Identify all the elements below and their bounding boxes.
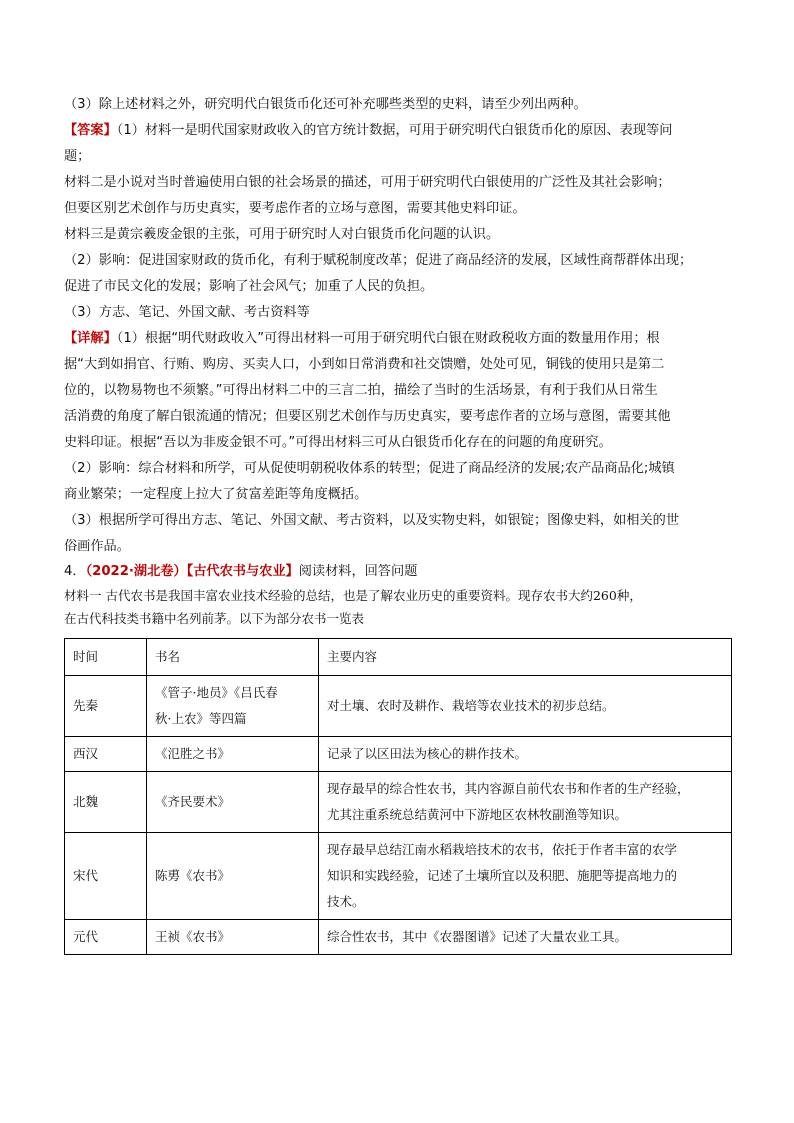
analysis-tag: 【详解】 [64,331,117,346]
content-line: 综合性农书，其中《农器图谱》记述了大量农业工具。 [327,929,628,944]
analysis-text: （1）根据“明代财政收入”可得出材料一可用于研究明代白银在财政税收方面的数量用作用；根 [116,331,660,346]
table-row [65,676,732,737]
table-header-row [65,639,732,676]
question-topic: 【古代农书与农业】 [186,564,299,579]
answer-line-2: 题； [64,149,91,164]
answer-line-1 [64,118,734,144]
analysis-line-4: 活消费的角度了解白银流通的情况；但要区别艺术创作与历史真实，要考虑作者的立场与意图，需要其他 [64,409,671,424]
table-row [65,737,732,772]
answer-line-3: 材料二是小说对当时普遍使用白银的社会场景的描述，可用于研究明代白银使用的广泛性及其社会影响； [64,175,671,190]
book-line: 秋·上农》等四篇 [155,711,247,726]
content-line: 知识和实践经验，记述了土壤所宜以及积肥、施肥等提高地力的 [327,868,678,883]
row-book [147,920,319,955]
row-era: 宋代 [65,833,147,920]
content-line: 对土壤、农时及耕作、栽培等农业技术的初步总结。 [327,698,615,713]
answer-line-8: （3）方志、笔记、外国文献、考古资料等 [64,305,310,320]
answer-text: （1）材料一是明代国家财政收入的官方统计数据，可用于研究明代白银货币化的原因、表现等问 [116,123,673,138]
table-row [65,920,732,955]
row-content [319,676,732,737]
row-era: 元代 [65,920,147,955]
row-book [147,772,319,833]
analysis-line-1 [64,326,734,352]
answer-line-6: （2）影响：促进国家财政的货币化，有利于赋税制度改革；促进了商品经济的发展，区域性商帮群体出现； [64,253,693,268]
answer-line-4: 但要区别艺术创作与历史真实，要考虑作者的立场与意图，需要其他史料印证。 [64,201,526,216]
answer-line-5: 材料三是黄宗羲废金银的主张，可用于研究时人对白银货币化问题的认识。 [64,227,500,242]
row-book [147,676,319,737]
book-line: 王祯《农书》 [155,929,231,944]
header-era: 时间 [65,639,147,676]
question4-heading [64,560,734,584]
table-row [65,772,732,833]
table-row [65,833,732,920]
book-line: 《氾胜之书》 [155,746,231,761]
analysis-line-8: （3）根据所学可得出方志、笔记、外国文献、考古资料，以及实物史料，如银锭；图像史料，如相关的世 [64,513,680,528]
analysis-line-9: 俗画作品。 [64,539,130,554]
content-line: 技术。 [327,894,365,909]
analysis-line-5: 史料印证。根据“吾以为非废金银不可。”可得出材料三可从白银货币化存在的问题的角度研究。 [64,435,612,450]
agricultural-books-table [64,638,732,955]
book-line: 陈旉《农书》 [155,868,231,883]
row-era: 北魏 [65,772,147,833]
row-content [319,772,732,833]
header-book: 书名 [147,639,319,676]
question3-part3: （3）除上述材料之外，研究明代白银货币化还可补充哪些类型的史料，请至少列出两种。 [64,97,587,112]
answer-tag: 【答案】 [64,123,117,138]
content-line: 现存最早的综合性农书，其内容源自前代农书和作者的生产经验， [327,781,690,796]
row-era: 西汉 [65,737,147,772]
question-number: 4． [64,564,86,579]
content-line: 记录了以区田法为核心的耕作技术。 [327,746,528,761]
material-line-1: 材料一 古代农书是我国丰富农业技术经验的总结，也是了解农业历史的重要资料。现存农书大约260种， [64,588,642,603]
analysis-line-7: 商业繁荣；一定程度上拉大了贫富差距等角度概括。 [64,487,368,502]
row-content [319,833,732,920]
row-book [147,833,319,920]
content-line: 现存最早总结江南水稻栽培技术的农书，依托于作者丰富的农学 [327,842,678,857]
book-line: 《管子·地员》《吕氏春 [155,685,278,700]
book-line: 《齐民要术》 [155,794,231,809]
header-content: 主要内容 [319,639,732,676]
document-page [64,92,734,955]
row-content [319,920,732,955]
content-line: 尤其注重系统总结黄河中下游地区农林牧副渔等知识。 [327,807,628,822]
row-era: 先秦 [65,676,147,737]
material-line-2: 在古代科技类书籍中名列前茅。以下为部分农书一览表 [64,611,365,626]
analysis-line-3: 位的，以物易物也不须繁。”可得出材料二中的三言二拍，描绘了当时的生活场景，有利于我们从日常生 [64,383,658,398]
answer-line-7: 促进了市民文化的发展；影响了社会风气；加重了人民的负担。 [64,279,434,294]
analysis-line-6: （2）影响：综合材料和所学，可从促使明朝税收体系的转型；促进了商品经济的发展;农产品商品化;城镇 [64,461,675,476]
analysis-line-2: 据“大到如捐官、行贿、购房、买卖人口，小到如日常消费和社交馈赠，处处可见，铜钱的使用只是第二 [64,357,665,372]
row-content [319,737,732,772]
question-instruction: 阅读材料，回答问题 [298,564,418,579]
question-source: （2022·湖北卷） [85,564,187,579]
row-book [147,737,319,772]
